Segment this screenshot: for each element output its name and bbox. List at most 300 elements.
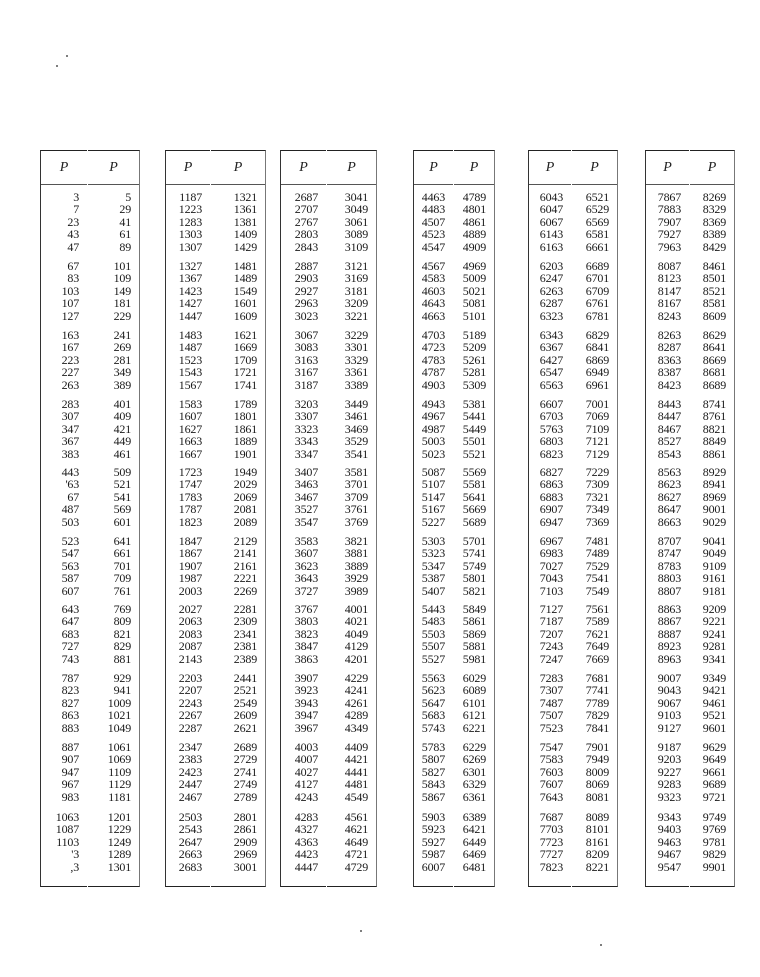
prime-value: 6547 <box>539 365 563 380</box>
prime-value: 5869 <box>462 626 486 641</box>
prime-value: 9341 <box>702 651 726 666</box>
prime-value: 29 <box>119 202 131 217</box>
prime-value: 61 <box>119 227 131 242</box>
prime-value: 8563 <box>657 465 681 479</box>
prime-value: 3083 <box>294 340 318 355</box>
prime-value: 2309 <box>233 614 257 629</box>
prime-value: 9769 <box>702 822 726 837</box>
prime-value: 6967 <box>539 534 563 548</box>
prime-value: 6421 <box>462 822 486 837</box>
prime-value: 6907 <box>539 502 563 517</box>
prime-value: 6203 <box>539 259 563 273</box>
prime-value: 3727 <box>294 583 318 598</box>
prime-value: 47 <box>67 239 79 254</box>
prime-value: 761 <box>113 583 131 598</box>
prime-value: 2861 <box>233 822 257 837</box>
prime-value: 7109 <box>585 421 609 436</box>
prime-value: 2503 <box>178 810 202 824</box>
prime-value: 3469 <box>344 421 368 436</box>
prime-value: 8081 <box>585 789 609 804</box>
prime-value: 3847 <box>294 639 318 654</box>
prime-value: 1783 <box>178 489 202 504</box>
prime-value: 281 <box>113 352 131 367</box>
prime-value: 9127 <box>657 720 681 735</box>
prime-value: 263 <box>61 377 79 392</box>
prime-value: 1483 <box>178 328 202 342</box>
prime-value: 4643 <box>421 296 445 311</box>
prime-value: 5483 <box>421 614 445 629</box>
prime-value: 3209 <box>344 296 368 311</box>
prime-value: 2749 <box>233 777 257 792</box>
prime-value: 9629 <box>702 740 726 754</box>
prime-value: 9209 <box>702 602 726 616</box>
prime-value: 7829 <box>585 708 609 723</box>
column-header: P <box>590 160 599 175</box>
prime-value: 6841 <box>585 340 609 355</box>
prime-value: 4801 <box>462 202 486 217</box>
prime-value: 5323 <box>421 546 445 561</box>
prime-value: 1301 <box>107 859 131 874</box>
prime-value: 2141 <box>233 546 257 561</box>
prime-value: 5387 <box>421 571 445 586</box>
prime-value: 6007 <box>421 859 445 874</box>
prime-value: 6581 <box>585 227 609 242</box>
prime-value: 1621 <box>233 328 257 342</box>
prime-value: 6869 <box>585 352 609 367</box>
prime-value: 5101 <box>462 308 486 323</box>
prime-value: 1303 <box>178 227 202 242</box>
prime-value: 8821 <box>702 421 726 436</box>
prime-value: 2887 <box>294 259 318 273</box>
prime-value: 4969 <box>462 259 486 273</box>
prime-value: 8663 <box>657 514 681 529</box>
prime-value: 5763 <box>539 421 563 436</box>
prime-value: 3361 <box>344 365 368 380</box>
prime-value: 4021 <box>344 614 368 629</box>
prime-value: 4583 <box>421 271 445 286</box>
prime-value: 3889 <box>344 558 368 573</box>
prime-value: 9601 <box>702 720 726 735</box>
prime-value: 3023 <box>294 308 318 323</box>
prime-value: 6427 <box>539 352 563 367</box>
prime-value: 6229 <box>462 740 486 754</box>
prime-value: 2963 <box>294 296 318 311</box>
prime-value: 6343 <box>539 328 563 342</box>
prime-value: 2381 <box>233 639 257 654</box>
prime-value: 8069 <box>585 777 609 792</box>
prime-value: 1567 <box>178 377 202 392</box>
prime-value: 683 <box>61 626 79 641</box>
table-column <box>413 150 453 887</box>
prime-value: 8167 <box>657 296 681 311</box>
prime-value: 149 <box>113 283 131 298</box>
prime-value: 3089 <box>344 227 368 242</box>
prime-value: 1447 <box>178 308 202 323</box>
prime-value: 2969 <box>233 847 257 862</box>
prime-value: 9067 <box>657 695 681 710</box>
prime-value: 1069 <box>107 752 131 767</box>
prime-value: 241 <box>113 328 131 342</box>
prime-value: 1049 <box>107 720 131 735</box>
prime-value: '63 <box>65 477 79 492</box>
prime-value: 5503 <box>421 626 445 641</box>
prime-value: 401 <box>113 397 131 411</box>
prime-value: 2027 <box>178 602 202 616</box>
prime-value: 8209 <box>585 847 609 862</box>
prime-value: 181 <box>113 296 131 311</box>
prime-value: 3449 <box>344 397 368 411</box>
prime-value: 2767 <box>294 214 318 229</box>
header-rule <box>529 184 571 185</box>
prime-value: 283 <box>61 397 79 411</box>
prime-value: 7321 <box>585 489 609 504</box>
prime-value: 8543 <box>657 446 681 461</box>
prime-value: 5347 <box>421 558 445 573</box>
prime-value: 4027 <box>294 764 318 779</box>
prime-value: 7129 <box>585 446 609 461</box>
prime-value: 2707 <box>294 202 318 217</box>
prime-value: 9103 <box>657 708 681 723</box>
prime-value: 6089 <box>462 683 486 698</box>
prime-value: 4783 <box>421 352 445 367</box>
prime-value: 6827 <box>539 465 563 479</box>
prime-value: 8009 <box>585 764 609 779</box>
prime-value: 6701 <box>585 271 609 286</box>
prime-value: 4723 <box>421 340 445 355</box>
prime-value: 8783 <box>657 558 681 573</box>
table-column <box>572 150 618 887</box>
prime-value: 521 <box>113 477 131 492</box>
prime-value: 3583 <box>294 534 318 548</box>
prime-value: 7963 <box>657 239 681 254</box>
prime-value: 8287 <box>657 340 681 355</box>
header-rule <box>211 184 265 185</box>
prime-value: 347 <box>61 421 79 436</box>
prime-value: 4481 <box>344 777 368 792</box>
prime-value: 8689 <box>702 377 726 392</box>
prime-value: 3803 <box>294 614 318 629</box>
prime-value: 227 <box>61 365 79 380</box>
prime-value: 3343 <box>294 434 318 449</box>
prime-value: 4663 <box>421 308 445 323</box>
prime-value: 2347 <box>178 740 202 754</box>
prime-value: 103 <box>61 283 79 298</box>
prime-value: 107 <box>61 296 79 311</box>
prime-value: 487 <box>61 502 79 517</box>
prime-value: 8863 <box>657 602 681 616</box>
column-header: P <box>545 160 555 175</box>
prime-value: 7307 <box>539 683 563 698</box>
prime-value: 9001 <box>702 502 726 517</box>
prime-value: 3529 <box>344 434 368 449</box>
prime-value: 2903 <box>294 271 318 286</box>
column-header: P <box>59 160 69 175</box>
prime-value: 5303 <box>421 534 445 548</box>
prime-value: 7069 <box>585 409 609 424</box>
prime-value: 383 <box>61 446 79 461</box>
prime-value: 6301 <box>462 764 486 779</box>
prime-value: 6367 <box>539 340 563 355</box>
prime-value: 5623 <box>421 683 445 698</box>
prime-value: 1987 <box>178 571 202 586</box>
prime-value: 4903 <box>421 377 445 392</box>
prime-value: 1543 <box>178 365 202 380</box>
prime-value: 9227 <box>657 764 681 779</box>
prime-value: 587 <box>61 571 79 586</box>
prime-value: 881 <box>113 651 131 666</box>
prime-value: 89 <box>119 239 131 254</box>
prime-value: 9461 <box>702 695 726 710</box>
prime-value: 2687 <box>294 190 318 204</box>
prime-value: 3989 <box>344 583 368 598</box>
prime-value: 6067 <box>539 214 563 229</box>
prime-value: 8867 <box>657 614 681 629</box>
prime-value: 2161 <box>233 558 257 573</box>
prime-value: 3389 <box>344 377 368 392</box>
prime-value: 1109 <box>108 764 131 779</box>
prime-value: 2083 <box>178 626 202 641</box>
prime-value: 4523 <box>421 227 445 242</box>
prime-value: 9781 <box>702 834 726 849</box>
prime-value: 887 <box>61 740 79 754</box>
prime-value: 7207 <box>539 626 563 641</box>
prime-value: 1181 <box>108 789 131 804</box>
prime-value: 6143 <box>539 227 563 242</box>
prime-value: 9463 <box>657 834 681 849</box>
prime-value: 6163 <box>539 239 563 254</box>
prime-value: 4241 <box>344 683 368 698</box>
prime-value: 8923 <box>657 639 681 654</box>
prime-value: 5669 <box>462 502 486 517</box>
prime-value: 5021 <box>462 283 486 298</box>
prime-value: 3 <box>73 190 79 204</box>
prime-value: 8747 <box>657 546 681 561</box>
scan-speck <box>600 944 602 946</box>
prime-value: 9349 <box>702 671 726 685</box>
prime-value: 7507 <box>539 708 563 723</box>
prime-value: 1489 <box>233 271 257 286</box>
prime-value: 5167 <box>421 502 445 517</box>
prime-value: 101 <box>113 259 131 273</box>
prime-value: 6703 <box>539 409 563 424</box>
column-header: P <box>183 160 193 175</box>
column-header: P <box>233 160 243 175</box>
prime-value: 1223 <box>178 202 202 217</box>
prime-value: 3541 <box>344 446 368 461</box>
prime-value: 67 <box>67 489 79 504</box>
prime-value: 9661 <box>702 764 726 779</box>
prime-value: 7789 <box>585 695 609 710</box>
prime-value: 7561 <box>585 602 609 616</box>
prime-value: 5281 <box>462 365 486 380</box>
prime-value: 4987 <box>421 421 445 436</box>
prime-value: 607 <box>61 583 79 598</box>
prime-value: 4409 <box>344 740 368 754</box>
prime-value: 7603 <box>539 764 563 779</box>
prime-value: 8363 <box>657 352 681 367</box>
prime-value: 647 <box>61 614 79 629</box>
prime-value: 5749 <box>462 558 486 573</box>
column-header: P <box>469 160 479 175</box>
column-header: P <box>109 160 118 175</box>
prime-value: 4363 <box>294 834 318 849</box>
prime-value: 4289 <box>344 708 368 723</box>
prime-value: 7723 <box>539 834 563 849</box>
prime-value: 2441 <box>233 671 257 685</box>
prime-value: 8807 <box>657 583 681 598</box>
prime-value: 5227 <box>421 514 445 529</box>
prime-value: 3967 <box>294 720 318 735</box>
prime-value: 947 <box>61 764 79 779</box>
prime-value: 3181 <box>344 283 368 298</box>
prime-value: 3607 <box>294 546 318 561</box>
prime-value: 5843 <box>421 777 445 792</box>
prime-value: 4283 <box>294 810 318 824</box>
prime-value: 9203 <box>657 752 681 767</box>
prime-value: 5449 <box>462 421 486 436</box>
prime-value: 7 <box>73 202 79 217</box>
prime-value: 5641 <box>462 489 486 504</box>
prime-value: 3203 <box>294 397 318 411</box>
prime-value: 3323 <box>294 421 318 436</box>
prime-value: 1129 <box>108 777 131 792</box>
prime-value: 1307 <box>178 239 202 254</box>
prime-value: 7349 <box>585 502 609 517</box>
prime-value: 6469 <box>462 847 486 862</box>
prime-value: 2543 <box>178 822 202 837</box>
prime-value: 9283 <box>657 777 681 792</box>
prime-value: 3001 <box>233 859 257 874</box>
prime-value: 3461 <box>344 409 368 424</box>
prime-value: 2647 <box>178 834 202 849</box>
prime-value: 4261 <box>344 695 368 710</box>
prime-value: 9403 <box>657 822 681 837</box>
prime-value: 1847 <box>178 534 202 548</box>
prime-value: 8123 <box>657 271 681 286</box>
prime-value: 6607 <box>539 397 563 411</box>
prime-value: 461 <box>113 446 131 461</box>
prime-value: 3221 <box>344 308 368 323</box>
prime-value: 9049 <box>702 546 726 561</box>
prime-value: 23 <box>67 214 79 229</box>
prime-value: 8641 <box>702 340 726 355</box>
prime-value: 4909 <box>462 239 486 254</box>
prime-value: 5443 <box>421 602 445 616</box>
prime-value: 7741 <box>585 683 609 698</box>
prime-value: 223 <box>61 352 79 367</box>
prime-value: 8669 <box>702 352 726 367</box>
prime-value: 4703 <box>421 328 445 342</box>
prime-value: 727 <box>61 639 79 654</box>
prime-value: 3701 <box>344 477 368 492</box>
prime-value: 661 <box>113 546 131 561</box>
prime-value: 601 <box>113 514 131 529</box>
prime-value: 4649 <box>344 834 368 849</box>
prime-value: 3463 <box>294 477 318 492</box>
prime-value: 2729 <box>233 752 257 767</box>
prime-value: 4349 <box>344 720 368 735</box>
prime-value: 6287 <box>539 296 563 311</box>
prime-value: 8963 <box>657 651 681 666</box>
prime-value: 8263 <box>657 328 681 342</box>
prime-value: 5 <box>125 190 131 204</box>
prime-value: 41 <box>119 214 131 229</box>
prime-value: 2269 <box>233 583 257 598</box>
prime-value: 421 <box>113 421 131 436</box>
prime-value: 6521 <box>585 190 609 204</box>
prime-value: 9689 <box>702 777 726 792</box>
prime-value: 5903 <box>421 810 445 824</box>
prime-value: 701 <box>113 558 131 573</box>
prime-value: 2069 <box>233 489 257 504</box>
prime-value: 9547 <box>657 859 681 874</box>
prime-value: 2447 <box>178 777 202 792</box>
prime-value: 127 <box>61 308 79 323</box>
prime-value: 1321 <box>233 190 257 204</box>
prime-value: 5743 <box>421 720 445 735</box>
prime-value: 787 <box>61 671 79 685</box>
prime-value: 827 <box>61 695 79 710</box>
prime-value: 9343 <box>657 810 681 824</box>
prime-value: 5501 <box>462 434 486 449</box>
prime-value: 2203 <box>178 671 202 685</box>
prime-value: 1549 <box>233 283 257 298</box>
prime-value: 809 <box>113 614 131 629</box>
prime-value: 8101 <box>585 822 609 837</box>
prime-value: 6389 <box>462 810 486 824</box>
prime-value: 8623 <box>657 477 681 492</box>
prime-value: 6029 <box>462 671 486 685</box>
prime-value: 7927 <box>657 227 681 242</box>
prime-value: 7187 <box>539 614 563 629</box>
prime-value: 4201 <box>344 651 368 666</box>
prime-value: 6481 <box>462 859 486 874</box>
header-rule <box>572 184 617 185</box>
prime-value: 2467 <box>178 789 202 804</box>
prime-value: 6709 <box>585 283 609 298</box>
prime-value: 5581 <box>462 477 486 492</box>
prime-value: 1187 <box>179 190 202 204</box>
prime-value: 7309 <box>585 477 609 492</box>
prime-value: 7243 <box>539 639 563 654</box>
prime-value: 1523 <box>178 352 202 367</box>
prime-value: 863 <box>61 708 79 723</box>
prime-value: 3943 <box>294 695 318 710</box>
prime-value: 2663 <box>178 847 202 862</box>
prime-value: 4967 <box>421 409 445 424</box>
prime-value: 5107 <box>421 477 445 492</box>
prime-value: 2521 <box>233 683 257 698</box>
prime-value: 2843 <box>294 239 318 254</box>
prime-value: 7703 <box>539 822 563 837</box>
prime-value: 1627 <box>178 421 202 436</box>
prime-value: 9281 <box>702 639 726 654</box>
prime-value: 1229 <box>107 822 131 837</box>
prime-value: 443 <box>61 465 79 479</box>
prime-value: 541 <box>113 489 131 504</box>
prime-value: 4463 <box>421 190 445 204</box>
prime-value: 5821 <box>462 583 486 598</box>
header-rule <box>690 184 734 185</box>
prime-value: 9029 <box>702 514 726 529</box>
prime-value: 1607 <box>178 409 202 424</box>
prime-value: 5407 <box>421 583 445 598</box>
prime-value: 2741 <box>233 764 257 779</box>
prime-value: 7621 <box>585 626 609 641</box>
prime-value: 641 <box>113 534 131 548</box>
prime-value: 9007 <box>657 671 681 685</box>
prime-value: 3929 <box>344 571 368 586</box>
